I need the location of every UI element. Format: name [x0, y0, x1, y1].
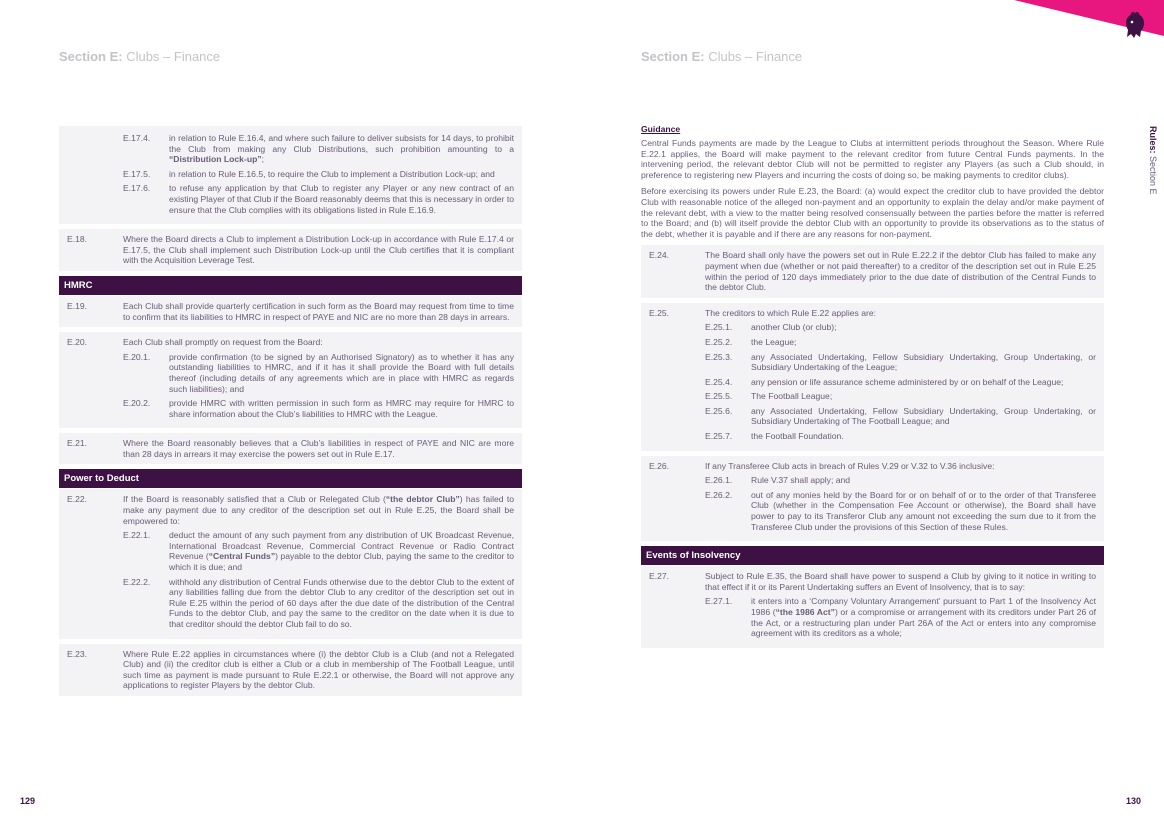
subrule-e26-2: E.26.2. out of any monies held by the Board for or on behalf of or to the order of that Transferee Club (whether in the Compensation Fee Account or otherwise), the Board shall have power to pay to its Transferor Club any amount not exceeding the sum due to it from the Transferee Club under the provisions of this Section of these Rules. [705, 489, 1096, 532]
rule-e26: E.26. If any Transferee Club acts in breach of Rules V.29 or V.32 to V.36 inclusive: E.26.1. Rule V.37 shall apply; and E.26.2. out of any monies held by the Board for or on behalf of or to the order of that Transferee Club (whether in the Compensation Fee Account or otherwise), the Board shall have power to pay to its Transferor Club any amount not exceeding the sum due to it from the Transferee Club under the provisions of this Section of these Rules. [641, 456, 1104, 542]
subrule-e25-6: E.25.6. any Associated Undertaking, Fellow Subsidiary Undertaking, Group Undertaking, or Subsidiary Undertaking of The Football League; and [705, 405, 1096, 427]
side-tab-label: Rules: Section E [1148, 126, 1158, 195]
subrule-e25-4: E.25.4. any pension or life assurance scheme administered by or on behalf of the League; [705, 376, 1064, 387]
rule-e27: E.27. Subject to Rule E.35, the Board shall have power to suspend a Club by giving to it notice in writing to that effect if it or its Parent Undertaking suffers an Event of Insolvency, that is to say: E.27.1. it enters into a ‘Company Voluntary Arrangement’ pursuant to Part 1 of the Insolvency Act 1986 (“the 1986 Act”) or a compromise or arrangement with its creditors under Part 26 of the Act, or a restructuring plan under Part 26A of the Act or enters into any compromise agreement with its creditors as a whole; [641, 566, 1104, 648]
subrule-e25-1: E.25.1. another Club (or club); [705, 322, 837, 333]
rule-e19: E.19. Each Club shall provide quarterly certification in such form as the Board may request from time to time to confirm that its liabilities to HMRC in respect of PAYE and NIC are no more than 28 days in arrears. [59, 296, 522, 327]
rule-e24: E.24. The Board shall only have the powers set out in Rule E.22.2 if the debtor Club has failed to make any payment when due (whether or not paid thereafter) to a creditor of the description set out in Rule E.25 within the period of 120 days immediately prior to the due date of distribution of the Central Funds to the debtor Club. [641, 245, 1104, 297]
left-column [59, 126, 522, 701]
rule-e17-continuation [59, 126, 522, 224]
subrule-e25-7: E.25.7. the Football Foundation. [705, 431, 844, 442]
subrule-e26-1: E.26.1. Rule V.37 shall apply; and [705, 475, 851, 486]
rule-e21: E.21. Where the Board reasonably believes that a Club’s liabilities in respect of PAYE and NIC are more than 28 days in arrears it may exercise the powers set out in Rule E.17. [59, 433, 522, 464]
right-page [582, 0, 1164, 826]
subrule-e17-4: E.17.4. in relation to Rule E.16.4, and where such failure to deliver subsists for 14 days, to prohibit the Club from making any Club Distributions, such prohibition amounting to a “Distribution Lock-up”; [123, 133, 514, 165]
rule-e20: E.20. Each Club shall promptly on request from the Board: E.20.1. provide confirmation (to be signed by an Authorised Signatory) as to whether it has any outstanding liabilities to HMRC, and if it has it shall provide the Board with full details thereof (including details of any agreements which are in place with HMRC as regards such liabilities); and E.20.2. provide HMRC with written permission in such form as HMRC may require for HMRC to share information about the Club’s liabilities to HMRC with the League. [59, 332, 522, 428]
subrule-e17-6: E.17.6. to refuse any application by that Club to register any Player or any new contract of an existing Player of that Club if the Board reasonably deems that this is necessary in order to ensure that the Club complies with its obligations listed in Rule E.16.9. [123, 183, 514, 215]
subrule-e27-1: E.27.1. it enters into a ‘Company Voluntary Arrangement’ pursuant to Part 1 of the Insolvency Act 1986 (“the 1986 Act”) or a compromise or arrangement with its creditors under Part 26 of the Act, or a restructuring plan under Part 26A of the Act or enters into any compromise agreement with its creditors as a whole; [705, 596, 1096, 639]
subrule-e25-5: E.25.5. The Football League; [705, 391, 833, 402]
section-title: Section E: Clubs – Finance [641, 49, 803, 64]
section-title: Section E: Clubs – Finance [59, 49, 221, 64]
rule-e22: E.22. If the Board is reasonably satisfied that a Club or Relegated Club (“the debtor Club”) has failed to make any payment due to any creditor of the description set out in Rule E.25, the Board shall be empowered to: E.22.1. deduct the amount of any such payment from any distribution of UK Broadcast Revenue, International Broadcast Revenue, Commercial Contract Revenue or Radio Contract Revenue (“Central Funds”) payable to the debtor Club, paying the same to the creditor to which it is due; and E.22.2. withhold any distribution of Central Funds otherwise due to the debtor Club to the extent of any liabilities falling due from the debtor Club to any creditor of the description set out in Rule E.25 within the period of 60 days after the due date of the distribution of the Central Funds to the debtor Club, and pay the same to the creditor on the date when it is due to that creditor should the debtor Club fail to do so. [59, 489, 522, 638]
subrule-e25-2: E.25.2. the League; [705, 336, 797, 347]
subrule-e22-2: E.22.2. withhold any distribution of Central Funds otherwise due to the debtor Club to the extent of any liabilities falling due from the debtor Club to any creditor of the description set out in Rule E.25 within the period of 60 days after the due date of the distribution of the Central Funds to the debtor Club, and pay the same to the creditor on the date when it is due to that creditor should the debtor Club fail to do so. [123, 576, 514, 629]
rule-e18: E.18. Where the Board directs a Club to implement a Distribution Lock-up in accordance with Rule E.17.4 or E.17.5, the Club shall implement such Distribution Lock-up until the Club certifies that it is compliant with the Acquisition Leverage Test. [59, 229, 522, 271]
guidance-paragraph-2: Before exercising its powers under Rule E.23, the Board: (a) would expect the creditor club to have provided the debtor Club with reasonable notice of the alleged non-payment and an opportunity to explain the delay and/or make payment of the relevant debt, with a view to the matter being resolved consensually between the parties before the matter is referred to the Board; and (b) will itself provide the debtor Club with an opportunity to provide its observations as to the status of the debt, whether it is payable and if there are any reasons for non-payment. [641, 186, 1104, 239]
page-number: 130 [1126, 796, 1142, 806]
guidance-paragraph-1: Central Funds payments are made by the League to Clubs at intermittent periods throughout the Season. Where Rule E.22.1 applies, the Board will make payment to the relevant creditor from future Central Funds payments. In the intervening period, the relevant debtor Club will not be permitted to register any Players (as such a Club should, in preference to registering new Players and incurring the costs of doing so, be making payments to creditor clubs). [641, 138, 1104, 180]
heading-events-of-insolvency: Events of Insolvency [641, 546, 1104, 565]
subrule-e20-1: E.20.1. provide confirmation (to be signed by an Authorised Signatory) as to whether it has any outstanding liabilities to HMRC, and if it has it shall provide the Board with full details thereof (including details of any agreements which are in place with HMRC as regards such liabilities); and [123, 351, 514, 394]
lion-crest-icon [1122, 12, 1148, 40]
subrule-e17-5: E.17.5. in relation to Rule E.16.5, to require the Club to implement a Distribution Lock-up; and [123, 168, 495, 179]
heading-power-to-deduct: Power to Deduct [59, 469, 522, 488]
heading-hmrc: HMRC [59, 276, 522, 295]
page-number: 129 [20, 796, 36, 806]
rule-e23: E.23. Where Rule E.22 applies in circumstances where (i) the debtor Club is a Club (and not a Relegated Club) and (ii) the creditor club is either a Club or a club in membership of The Football League, until such time as payment is made pursuant to Rule E.22.1 or otherwise, the Board will not approve any applications to register Players by the debtor Club. [59, 644, 522, 696]
subrule-e20-2: E.20.2. provide HMRC with written permission in such form as HMRC may require for HMRC to share information about the Club’s liabilities to HMRC with the League. [123, 398, 514, 419]
rule-e25: E.25. The creditors to which Rule E.22 applies are: E.25.1. another Club (or club); E.25.2. the League; E.25.3. any Associated Undertaking, Fellow Subsidiary Undertaking, Group Undertaking, or Subsidiary Undertaking of the League; E.25.4. any pension or life assurance scheme administered by or on behalf of the League; E.25.5. The Football League; E.25.6. any Associated Undertaking, Fellow Subsidiary Undertaking, Group Undertaking, or Subsidiary Undertaking of The Football League; and E.25.7. the Football Foundation. [641, 303, 1104, 451]
right-column [641, 124, 1104, 653]
subrule-e22-1: E.22.1. deduct the amount of any such payment from any distribution of UK Broadcast Revenue, International Broadcast Revenue, Commercial Contract Revenue or Radio Contract Revenue (“Central Funds”) payable to the debtor Club, paying the same to the creditor to which it is due; and [123, 530, 515, 573]
guidance-title: Guidance [641, 124, 681, 134]
subrule-e25-3: E.25.3. any Associated Undertaking, Fellow Subsidiary Undertaking, Group Undertaking, or Subsidiary Undertaking of the League; [705, 351, 1096, 373]
